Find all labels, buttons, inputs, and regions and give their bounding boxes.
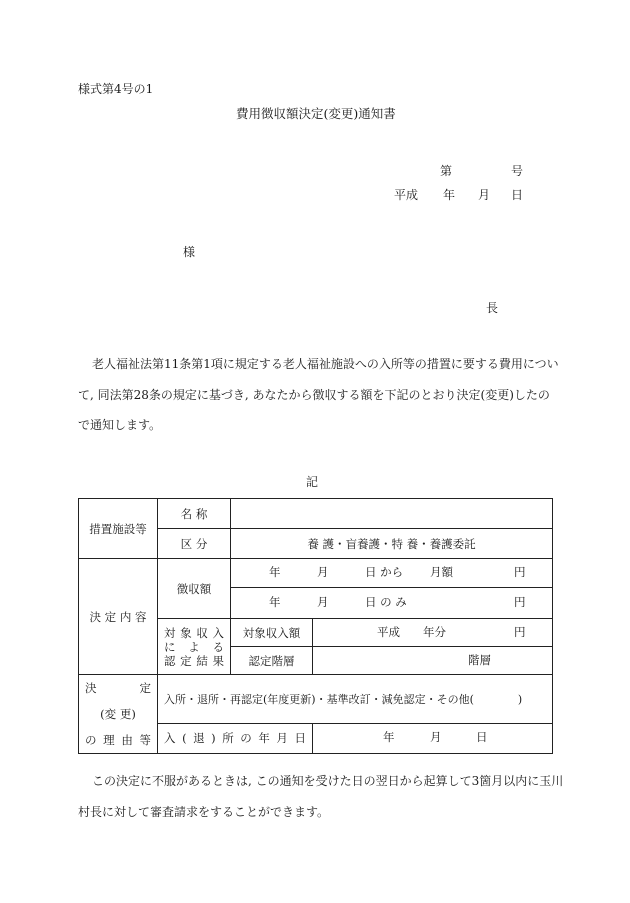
- date-year: 年: [443, 188, 456, 202]
- entry-date-label: [158, 723, 313, 753]
- income-year-part: 年分: [423, 624, 446, 639]
- fee-row2-year: 年: [269, 595, 281, 609]
- sender-suffix: 長: [486, 301, 499, 315]
- date-month: 月: [478, 188, 491, 202]
- income-label-line-2: に よ る: [164, 639, 224, 654]
- income-label-line-3: 認定結果: [164, 653, 224, 668]
- form-number: 様式第4号の1: [78, 82, 154, 96]
- footer-line-1: この決定に不服があるときは, この通知を受けた日の翌日から起算して3箇月以内に玉川: [92, 774, 564, 788]
- income-era: 平成: [377, 624, 400, 639]
- name-value: [231, 499, 553, 529]
- reason-value: 入所・退所・再認定(年度更新)・基準改訂・減免認定・その他( ): [158, 675, 553, 724]
- entry-month: 月: [430, 730, 442, 745]
- entry-date-label-text: 入(退)所の年月日: [164, 731, 306, 746]
- fee-row2: [231, 588, 553, 619]
- fee-row1-monthly: 月額: [430, 565, 453, 579]
- date-era: 平成: [394, 188, 419, 202]
- decision-label: 決 定 内 容: [79, 559, 158, 675]
- reason-label-line-3: の 理 由 等: [85, 733, 151, 747]
- fee-row1-day: 日 から: [365, 565, 404, 579]
- entry-year: 年: [383, 730, 395, 745]
- income-yen: 円: [514, 624, 526, 639]
- fee-row2-yen: 円: [514, 595, 526, 609]
- fee-row1-month: 月: [317, 565, 329, 579]
- class-value: 養 護・盲養護・特 養・養護委託: [231, 529, 553, 559]
- income-amount-label: 対象収入額: [231, 619, 313, 647]
- income-amount-value: [313, 619, 553, 647]
- fee-row1-yen: 円: [514, 565, 526, 579]
- reason-label-line-2: (変 更): [100, 707, 136, 721]
- fee-row1: [231, 559, 553, 588]
- doc-number-go: 号: [511, 164, 524, 178]
- tier-value: [313, 647, 553, 675]
- reason-label: [79, 675, 158, 754]
- income-label-line-1: 対象収入: [164, 625, 224, 640]
- ki-label: 記: [306, 475, 319, 489]
- reason-label-line-1: 決 定: [85, 681, 151, 695]
- tier-value-text: 階層: [468, 652, 491, 667]
- fee-label: 徴収額: [158, 559, 231, 619]
- fee-row2-day: 日 の み: [365, 595, 407, 609]
- addressee-suffix: 様: [183, 245, 196, 259]
- decision-table: [78, 498, 553, 754]
- entry-day: 日: [476, 730, 488, 745]
- body-line-2: て, 同法第28条の規定に基づき, あなたから徴収する額を下記のとおり決定(変更)したの: [78, 388, 550, 402]
- entry-date-value: [313, 723, 553, 753]
- fee-row1-year: 年: [269, 565, 281, 579]
- body-line-1: 老人福祉法第11条第1項に規定する老人福祉施設への入所等の措置に要する費用につい: [92, 357, 559, 371]
- name-label: 名 称: [158, 499, 231, 529]
- fee-row2-month: 月: [317, 595, 329, 609]
- document-title: 費用徴収額決定(変更)通知書: [236, 106, 396, 121]
- body-line-3: で通知します。: [78, 418, 162, 432]
- footer-line-2: 村長に対して審査請求をすることができます。: [78, 805, 330, 819]
- facility-label: 措置施設等: [79, 499, 158, 559]
- class-label: 区 分: [158, 529, 231, 559]
- tier-label: 認定階層: [231, 647, 313, 675]
- income-result-label: [158, 619, 231, 675]
- date-day: 日: [511, 188, 524, 202]
- doc-number-dai: 第: [440, 164, 453, 178]
